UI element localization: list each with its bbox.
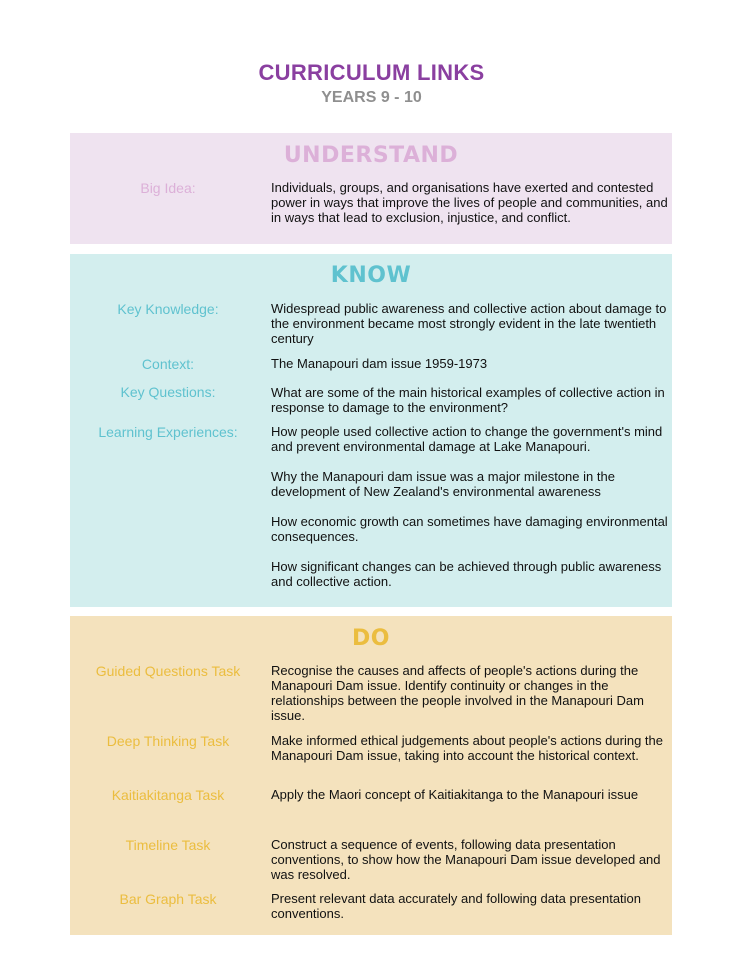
learning-experience-item: Why the Manapouri dam issue was a major milestone in the development of New Zealand's environmental awareness xyxy=(271,469,615,499)
task-text: Construct a sequence of events, following data presentation conventions, to show how the Manapouri Dam issue developed and was resolved. xyxy=(271,837,661,882)
page-title: CURRICULUM LINKS xyxy=(258,60,485,85)
task-label: Bar Graph Task xyxy=(119,891,217,907)
learning-experience-item: How significant changes can be achieved through public awareness and collective action. xyxy=(271,559,662,589)
key-questions-text: What are some of the main historical examples of collective action in response to damage to the environment? xyxy=(271,385,665,415)
task-text: Make informed ethical judgements about people's actions during the Manapouri Dam issue, taking into account the historical context. xyxy=(271,733,663,763)
task-label: Deep Thinking Task xyxy=(106,733,230,749)
learning-experience-item: How people used collective action to change the government's mind and prevent environmental damage at Lake Manapouri. xyxy=(271,424,663,454)
task-label: Kaitiakitanga Task xyxy=(111,787,225,803)
page-subtitle: YEARS 9 - 10 xyxy=(321,89,422,106)
page-header xyxy=(0,60,743,108)
task-label: Guided Questions Task xyxy=(95,663,241,679)
key-knowledge-label: Key Knowledge: xyxy=(117,301,219,317)
know-section xyxy=(70,254,672,607)
understand-heading: UNDERSTAND xyxy=(283,143,459,168)
task-text: Recognise the causes and affects of people's actions during the Manapouri Dam issue. Identify continuity or changes in the relationships between the people involved in the Manapouri Dam issue. xyxy=(271,663,644,723)
big-idea-text: Individuals, groups, and organisations have exerted and contested power in ways that improve the lives of people and communities, and in ways that lead to exclusion, injustice, and conflict. xyxy=(271,180,668,225)
context-label: Context: xyxy=(141,356,195,372)
task-label: Timeline Task xyxy=(125,837,211,853)
know-heading: KNOW xyxy=(330,263,412,288)
learning-experience-item: How economic growth can sometimes have damaging environmental consequences. xyxy=(271,514,668,544)
key-knowledge-text: Widespread public awareness and collective action about damage to the environment became most strongly evident in the late twentieth century xyxy=(271,301,667,346)
understand-section xyxy=(70,133,672,244)
big-idea-label: Big Idea: xyxy=(140,180,196,196)
key-questions-label: Key Questions: xyxy=(120,384,216,400)
task-text: Present relevant data accurately and following data presentation conventions. xyxy=(271,891,642,921)
context-text: The Manapouri dam issue 1959-1973 xyxy=(271,356,488,371)
do-heading: DO xyxy=(352,626,390,651)
learning-experiences-label: Learning Experiences: xyxy=(98,424,238,440)
do-section xyxy=(70,616,672,935)
task-text: Apply the Maori concept of Kaitiakitanga to the Manapouri issue xyxy=(271,787,639,802)
